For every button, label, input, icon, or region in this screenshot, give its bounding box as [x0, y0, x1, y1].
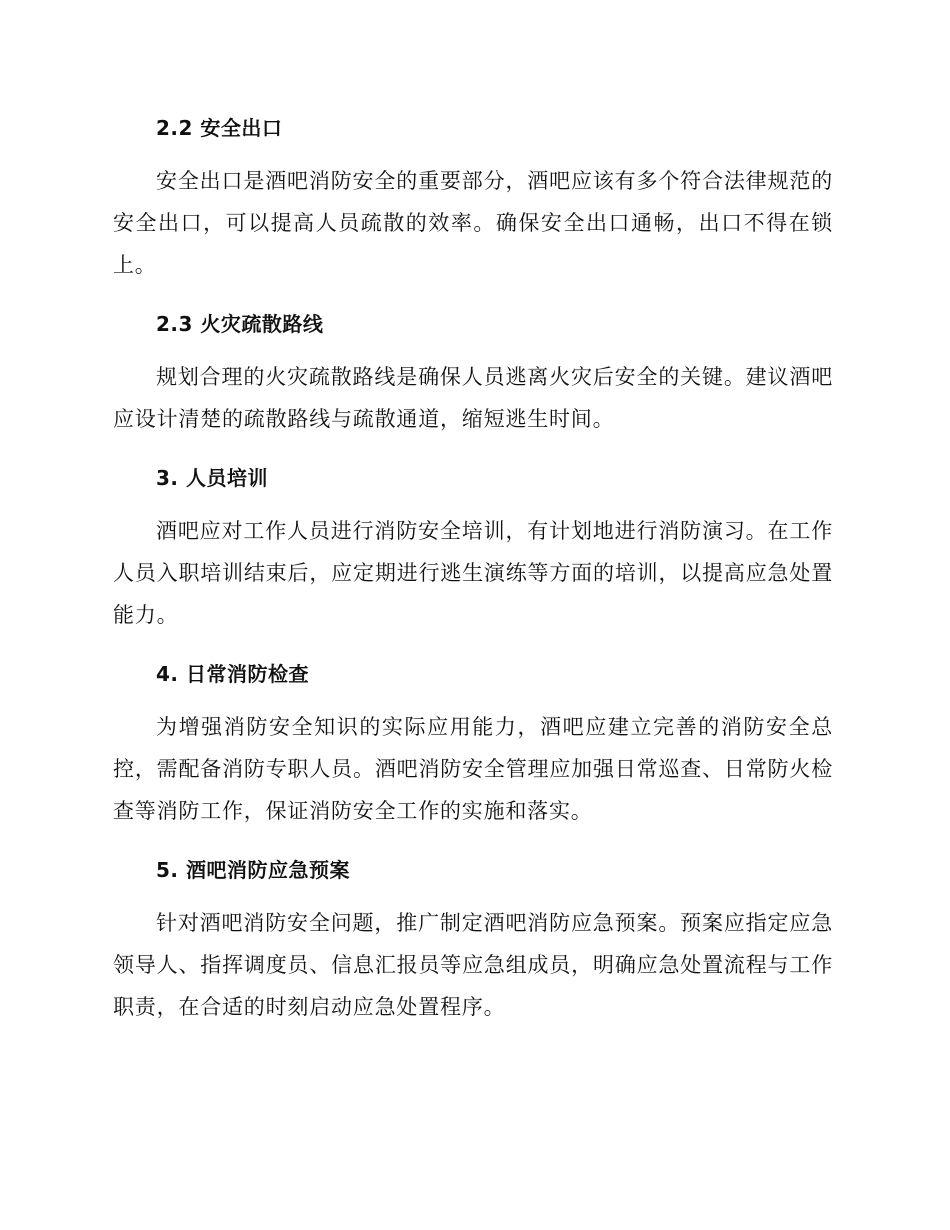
section-evacuation-routes — [113, 306, 833, 440]
section-heading: 3. 人员培训 — [156, 466, 268, 490]
section-heading: 2.2 安全出口 — [156, 116, 283, 140]
section-heading: 4. 日常消防检查 — [156, 662, 309, 686]
document-body — [113, 110, 833, 1048]
section-safety-exits — [113, 110, 833, 286]
section-paragraph: 规划合理的火灾疏散路线是确保人员逃离火灾后安全的关键。建议酒吧应设计清楚的疏散路线与疏散通道，缩短逃生时间。 — [113, 365, 833, 431]
section-heading: 5. 酒吧消防应急预案 — [156, 858, 350, 882]
section-paragraph: 安全出口是酒吧消防安全的重要部分，酒吧应该有多个符合法律规范的安全出口，可以提高人员疏散的效率。确保安全出口通畅，出口不得在锁上。 — [113, 169, 833, 277]
section-daily-inspection — [113, 656, 833, 832]
section-emergency-plan — [113, 852, 833, 1028]
section-paragraph: 酒吧应对工作人员进行消防安全培训，有计划地进行消防演习。在工作人员入职培训结束后，应定期进行逃生演练等方面的培训，以提高应急处置能力。 — [113, 519, 833, 627]
section-paragraph: 为增强消防安全知识的实际应用能力，酒吧应建立完善的消防安全总控，需配备消防专职人员。酒吧消防安全管理应加强日常巡查、日常防火检查等消防工作，保证消防安全工作的实施和落实。 — [113, 715, 833, 823]
section-staff-training — [113, 460, 833, 636]
section-paragraph: 针对酒吧消防安全问题，推广制定酒吧消防应急预案。预案应指定应急领导人、指挥调度员、信息汇报员等应急组成员，明确应急处置流程与工作职责，在合适的时刻启动应急处置程序。 — [113, 911, 833, 1019]
section-heading: 2.3 火灾疏散路线 — [156, 312, 324, 336]
